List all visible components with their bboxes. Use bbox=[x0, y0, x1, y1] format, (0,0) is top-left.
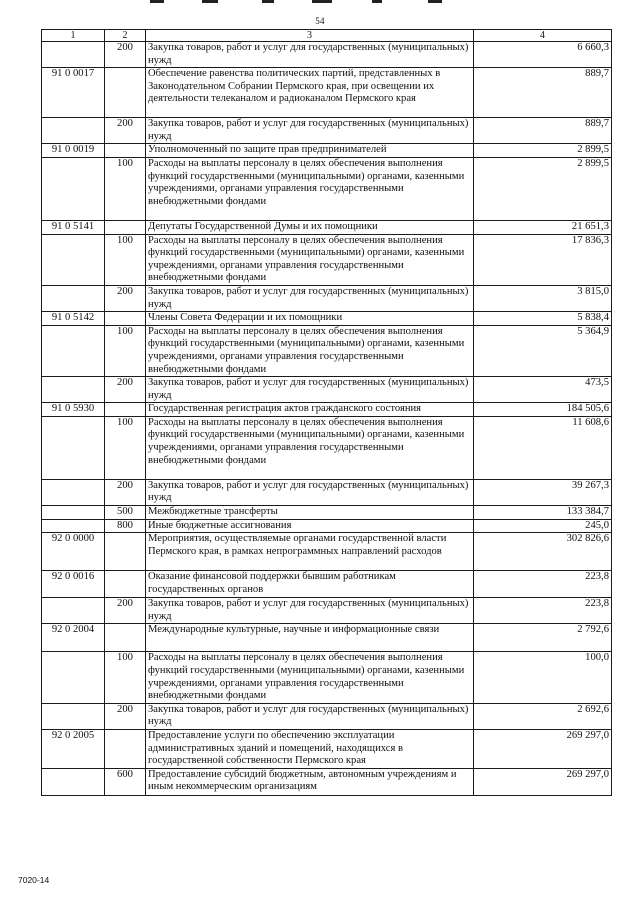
item-name-cell: Международные культурные, научные и информационные связи bbox=[146, 624, 474, 652]
code-cell: 91 0 5930 bbox=[42, 403, 105, 417]
amount-cell: 17 836,3 bbox=[474, 234, 612, 285]
header-col-4: 4 bbox=[474, 30, 612, 42]
amount-cell: 2 692,6 bbox=[474, 703, 612, 729]
item-name-cell: Иные бюджетные ассигнования bbox=[146, 519, 474, 533]
code-cell bbox=[42, 768, 105, 795]
code-cell: 91 0 0017 bbox=[42, 68, 105, 118]
expense-type-cell: 200 bbox=[105, 285, 146, 311]
form-code: 7020-14 bbox=[18, 875, 50, 885]
item-name-cell: Оказание финансовой поддержки бывшим работникам государственных органов bbox=[146, 571, 474, 598]
table-row bbox=[42, 403, 612, 417]
table-header-row bbox=[42, 30, 612, 42]
amount-cell: 3 815,0 bbox=[474, 285, 612, 311]
table-row bbox=[42, 144, 612, 158]
item-name-cell: Мероприятия, осуществляемые органами государственной власти Пермского края, в рамках непрограммных направлений расходов bbox=[146, 533, 474, 571]
table-row bbox=[42, 506, 612, 520]
expense-type-cell: 500 bbox=[105, 506, 146, 520]
amount-cell: 2 899,5 bbox=[474, 144, 612, 158]
item-name-cell: Расходы на выплаты персоналу в целях обеспечения выполнения функций государственными (муниципальными) органами, казенными учреждениями, органами управления государственными внебюджетными фондами bbox=[146, 234, 474, 285]
item-name-cell: Расходы на выплаты персоналу в целях обеспечения выполнения функций государственными (муниципальными) органами, казенными учреждениями, органами управления государственными внебюджетными фондами bbox=[146, 157, 474, 220]
table-row bbox=[42, 416, 612, 479]
table-row bbox=[42, 68, 612, 118]
item-name-cell: Закупка товаров, работ и услуг для государственных (муниципальных) нужд bbox=[146, 42, 474, 68]
expense-type-cell bbox=[105, 533, 146, 571]
expense-type-cell bbox=[105, 220, 146, 234]
expense-type-cell bbox=[105, 312, 146, 326]
table-row bbox=[42, 157, 612, 220]
code-cell bbox=[42, 506, 105, 520]
page-number: 54 bbox=[315, 16, 325, 26]
expense-type-cell: 200 bbox=[105, 479, 146, 505]
item-name-cell: Закупка товаров, работ и услуг для государственных (муниципальных) нужд bbox=[146, 118, 474, 144]
header-col-1: 1 bbox=[42, 30, 105, 42]
budget-table bbox=[41, 29, 612, 796]
expense-type-cell: 600 bbox=[105, 768, 146, 795]
amount-cell: 100,0 bbox=[474, 652, 612, 703]
expense-type-cell: 100 bbox=[105, 652, 146, 703]
expense-type-cell: 200 bbox=[105, 377, 146, 403]
expense-type-cell bbox=[105, 730, 146, 769]
header-col-2: 2 bbox=[105, 30, 146, 42]
amount-cell: 223,8 bbox=[474, 571, 612, 598]
amount-cell: 473,5 bbox=[474, 377, 612, 403]
item-name-cell: Обеспечение равенства политических партий, представленных в Законодательном Собрании Пермского края, при освещении их деятельности телеканалом и радиоканалом Пермского края bbox=[146, 68, 474, 118]
amount-cell: 2 792,6 bbox=[474, 624, 612, 652]
amount-cell: 269 297,0 bbox=[474, 730, 612, 769]
item-name-cell: Закупка товаров, работ и услуг для государственных (муниципальных) нужд bbox=[146, 377, 474, 403]
item-name-cell: Закупка товаров, работ и услуг для государственных (муниципальных) нужд bbox=[146, 479, 474, 505]
code-cell bbox=[42, 377, 105, 403]
code-cell: 91 0 0019 bbox=[42, 144, 105, 158]
expense-type-cell bbox=[105, 624, 146, 652]
table-row bbox=[42, 730, 612, 769]
expense-type-cell: 200 bbox=[105, 118, 146, 144]
item-name-cell: Предоставление услуги по обеспечению эксплуатации административных зданий и помещений, находящихся в государственной собственности Пермского края bbox=[146, 730, 474, 769]
code-cell bbox=[42, 519, 105, 533]
expense-type-cell: 200 bbox=[105, 42, 146, 68]
code-cell: 91 0 5141 bbox=[42, 220, 105, 234]
code-cell: 91 0 5142 bbox=[42, 312, 105, 326]
amount-cell: 184 505,6 bbox=[474, 403, 612, 417]
code-cell: 92 0 0000 bbox=[42, 533, 105, 571]
table-row bbox=[42, 325, 612, 376]
code-cell bbox=[42, 118, 105, 144]
amount-cell: 5 364,9 bbox=[474, 325, 612, 376]
amount-cell: 269 297,0 bbox=[474, 768, 612, 795]
expense-type-cell: 800 bbox=[105, 519, 146, 533]
item-name-cell: Государственная регистрация актов гражданского состояния bbox=[146, 403, 474, 417]
code-cell bbox=[42, 42, 105, 68]
code-cell bbox=[42, 416, 105, 479]
expense-type-cell bbox=[105, 68, 146, 118]
expense-type-cell bbox=[105, 403, 146, 417]
table-row bbox=[42, 624, 612, 652]
table-row bbox=[42, 703, 612, 729]
amount-cell: 245,0 bbox=[474, 519, 612, 533]
amount-cell: 889,7 bbox=[474, 118, 612, 144]
code-cell bbox=[42, 479, 105, 505]
amount-cell: 6 660,3 bbox=[474, 42, 612, 68]
table-row bbox=[42, 479, 612, 505]
code-cell: 92 0 0016 bbox=[42, 571, 105, 598]
expense-type-cell bbox=[105, 571, 146, 598]
table-row bbox=[42, 285, 612, 311]
table-row bbox=[42, 519, 612, 533]
code-cell bbox=[42, 157, 105, 220]
item-name-cell: Расходы на выплаты персоналу в целях обеспечения выполнения функций государственными (муниципальными) органами, казенными учреждениями, органами управления государственными внебюджетными фондами bbox=[146, 416, 474, 479]
code-cell bbox=[42, 598, 105, 624]
expense-type-cell: 200 bbox=[105, 598, 146, 624]
code-cell bbox=[42, 325, 105, 376]
code-cell bbox=[42, 285, 105, 311]
amount-cell: 5 838,4 bbox=[474, 312, 612, 326]
table-row bbox=[42, 768, 612, 795]
amount-cell: 21 651,3 bbox=[474, 220, 612, 234]
item-name-cell: Закупка товаров, работ и услуг для государственных (муниципальных) нужд bbox=[146, 703, 474, 729]
amount-cell: 133 384,7 bbox=[474, 506, 612, 520]
amount-cell: 2 899,5 bbox=[474, 157, 612, 220]
expense-type-cell bbox=[105, 144, 146, 158]
code-cell bbox=[42, 234, 105, 285]
code-cell bbox=[42, 703, 105, 729]
amount-cell: 11 608,6 bbox=[474, 416, 612, 479]
item-name-cell: Депутаты Государственной Думы и их помощники bbox=[146, 220, 474, 234]
code-cell bbox=[42, 652, 105, 703]
table-row bbox=[42, 118, 612, 144]
code-cell: 92 0 2005 bbox=[42, 730, 105, 769]
table-row bbox=[42, 652, 612, 703]
table-row bbox=[42, 42, 612, 68]
table-row bbox=[42, 220, 612, 234]
table-row bbox=[42, 377, 612, 403]
table-row bbox=[42, 234, 612, 285]
amount-cell: 39 267,3 bbox=[474, 479, 612, 505]
item-name-cell: Расходы на выплаты персоналу в целях обеспечения выполнения функций государственными (муниципальными) органами, казенными учреждениями, органами управления государственными внебюджетными фондами bbox=[146, 325, 474, 376]
item-name-cell: Расходы на выплаты персоналу в целях обеспечения выполнения функций государственными (муниципальными) органами, казенными учреждениями, органами управления государственными внебюджетными фондами bbox=[146, 652, 474, 703]
item-name-cell: Уполномоченный по защите прав предпринимателей bbox=[146, 144, 474, 158]
expense-type-cell: 200 bbox=[105, 703, 146, 729]
item-name-cell: Члены Совета Федерации и их помощники bbox=[146, 312, 474, 326]
item-name-cell: Закупка товаров, работ и услуг для государственных (муниципальных) нужд bbox=[146, 598, 474, 624]
expense-type-cell: 100 bbox=[105, 157, 146, 220]
scan-edge-marks bbox=[0, 0, 640, 10]
expense-type-cell: 100 bbox=[105, 416, 146, 479]
header-col-3: 3 bbox=[146, 30, 474, 42]
amount-cell: 223,8 bbox=[474, 598, 612, 624]
table-row bbox=[42, 571, 612, 598]
item-name-cell: Закупка товаров, работ и услуг для государственных (муниципальных) нужд bbox=[146, 285, 474, 311]
item-name-cell: Межбюджетные трансферты bbox=[146, 506, 474, 520]
item-name-cell: Предоставление субсидий бюджетным, автономным учреждениям и иным некоммерческим организациям bbox=[146, 768, 474, 795]
table-row bbox=[42, 533, 612, 571]
code-cell: 92 0 2004 bbox=[42, 624, 105, 652]
table-row bbox=[42, 598, 612, 624]
table-row bbox=[42, 312, 612, 326]
expense-type-cell: 100 bbox=[105, 325, 146, 376]
amount-cell: 889,7 bbox=[474, 68, 612, 118]
amount-cell: 302 826,6 bbox=[474, 533, 612, 571]
expense-type-cell: 100 bbox=[105, 234, 146, 285]
